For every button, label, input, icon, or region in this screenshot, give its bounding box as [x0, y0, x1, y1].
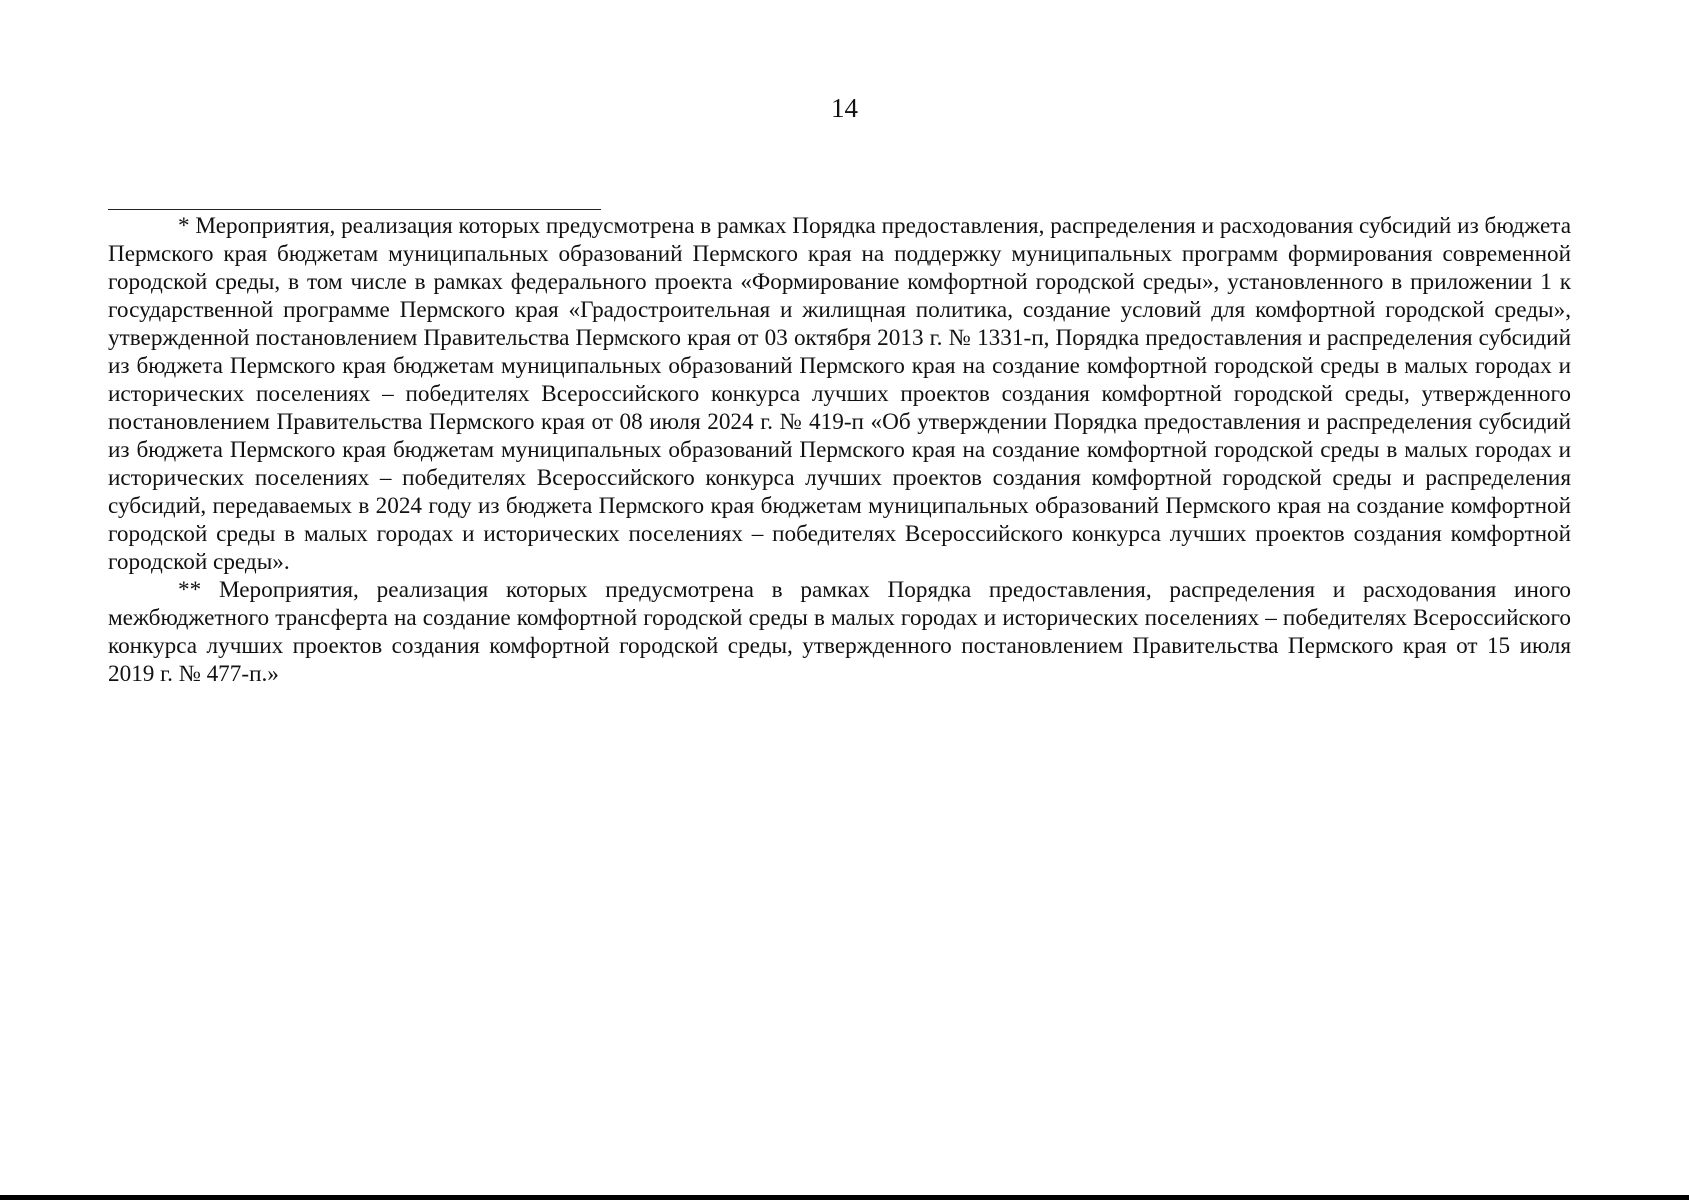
footnote-separator — [108, 209, 601, 210]
footnote-double-asterisk: ** Мероприятия, реализация которых предусмотрена в рамках Порядка предоставления, распределения и расходования иного межбюджетного трансферта на создание комфортной городской среды в малых городах и исторических поселениях – победителях Всероссийского конкурса лучших проектов создания комфортной городской среды, утвержденного постановлением Правительства Пермского края от 15 июля 2019 г. № 477-п.» — [108, 577, 1571, 687]
page-number: 14 — [831, 93, 858, 123]
footnote-single-asterisk: * Мероприятия, реализация которых предусмотрена в рамках Порядка предоставления, распределения и расходования субсидий из бюджета Пермского края бюджетам муниципальных образований Пермского края на поддержку муниципальных программ формирования современной городской среды, в том числе в рамках федерального проекта «Формирование комфортной городской среды», установленного в приложении 1 к государственной программе Пермского края «Градостроительная и жилищная политика, создание условий для комфортной городской среды», утвержденной постановлением Правительства Пермского края от 03 октября 2013 г. № 1331-п, Порядка предоставления и распределения субсидий из бюджета Пермского края бюджетам муниципальных образований Пермского края на создание комфортной городской среды в малых городах и исторических поселениях – победителях Всероссийского конкурса лучших проектов создания комфортной городской среды, утвержденного постановлением Правительства Пермского края от 08 июля 2024 г. № 419-п «Об утверждении Порядка предоставления и распределения субсидий из бюджета Пермского края бюджетам муниципальных образований Пермского края на создание комфортной городской среды в малых городах и исторических поселениях – победителях Всероссийского конкурса лучших проектов создания комфортной городской среды и распределения субсидий, передаваемых в 2024 году из бюджета Пермского края бюджетам муниципальных образований Пермского края на создание комфортной городской среды в малых городах и исторических поселениях – победителях Всероссийского конкурса лучших проектов создания комфортной городской среды». — [108, 213, 1571, 575]
footnotes-block — [108, 212, 1571, 688]
